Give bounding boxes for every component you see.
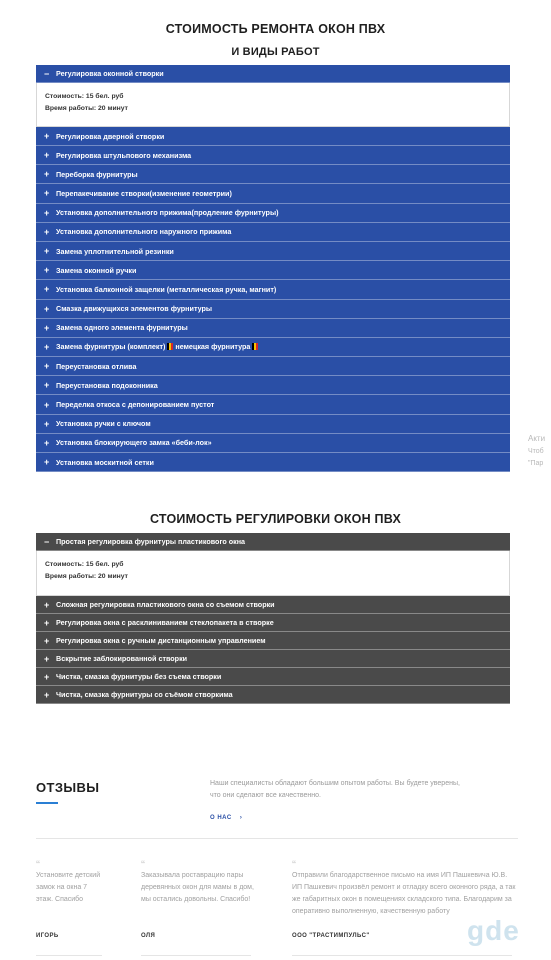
accordion-item-label: Замена уплотнительной резинки bbox=[56, 246, 174, 256]
accordion-item-label: Замена фурнитуры (комплект) bbox=[56, 342, 166, 352]
adjustment-accordion bbox=[36, 533, 510, 704]
plus-icon: + bbox=[44, 418, 50, 429]
review-text: Установите детский замок на окна 7 этаж. Спасибо bbox=[36, 872, 101, 903]
accordion-item-label: Установка балконной защелки (металлическая ручка, магнит) bbox=[56, 284, 277, 294]
reviews-description: Наши специалисты обладают большим опытом работы. Вы будете уверены, что они сделают все качественно. bbox=[210, 780, 460, 799]
review-divider bbox=[36, 955, 102, 956]
plus-icon: + bbox=[44, 265, 50, 276]
watermark-logo: gde bbox=[467, 915, 520, 946]
side-fragment-3: "Пар bbox=[528, 460, 544, 467]
plus-icon: + bbox=[44, 617, 50, 628]
accordion-item[interactable] bbox=[36, 242, 510, 261]
accordion-item[interactable] bbox=[36, 165, 510, 184]
accordion-item[interactable] bbox=[36, 415, 510, 434]
review-author: ООО "ТРАСТИМПУЛЬС" bbox=[292, 933, 370, 939]
accordion-item[interactable] bbox=[36, 127, 510, 146]
plus-icon: + bbox=[44, 284, 50, 295]
plus-icon: + bbox=[44, 380, 50, 391]
repair-accordion bbox=[36, 65, 510, 472]
quote-icon: “ bbox=[141, 858, 145, 872]
reviews-underline bbox=[36, 802, 58, 804]
quote-icon: “ bbox=[36, 858, 40, 872]
accordion-item-label: Установка дополнительного прижима(продление фурнитуры) bbox=[56, 208, 279, 218]
plus-icon: + bbox=[44, 653, 50, 664]
accordion-item[interactable] bbox=[36, 184, 510, 203]
accordion-item-label: Чистка, смазка фурнитуры со съёмом створкима bbox=[56, 690, 233, 699]
plus-icon: + bbox=[44, 689, 50, 700]
plus-icon: + bbox=[44, 341, 50, 352]
plus-icon: + bbox=[44, 399, 50, 410]
about-link[interactable] bbox=[210, 815, 242, 821]
accordion-item-label: Переустановка подоконника bbox=[56, 380, 158, 390]
section2-title: СТОИМОСТЬ РЕГУЛИРОВКИ ОКОН ПВХ bbox=[150, 512, 401, 526]
plus-icon: + bbox=[44, 303, 50, 314]
review-text: Заказывала роставрацию пары деревянных окон для мамы в дом, мы остались довольны. Спасибо! bbox=[141, 872, 254, 903]
minus-icon: − bbox=[44, 536, 50, 547]
plus-icon: + bbox=[44, 635, 50, 646]
plus-icon: + bbox=[44, 457, 50, 468]
plus-icon: + bbox=[44, 150, 50, 161]
minus-icon: − bbox=[44, 68, 50, 79]
plus-icon: + bbox=[44, 671, 50, 682]
side-fragment-1: Акти bbox=[528, 434, 546, 443]
accordion-item[interactable] bbox=[36, 261, 510, 280]
review-divider bbox=[292, 955, 512, 956]
accordion-item[interactable] bbox=[36, 614, 510, 632]
accordion-item-label: Установка дополнительного наружного прижима bbox=[56, 227, 232, 237]
accordion-item-label: Регулировка оконной створки bbox=[56, 69, 164, 78]
accordion-item-label: Регулировка штульпового механизма bbox=[56, 150, 192, 160]
accordion-item-label: Простая регулировка фурнитуры пластикового окна bbox=[56, 537, 246, 546]
about-link-label: О НАС bbox=[210, 815, 232, 821]
accordion-item[interactable] bbox=[36, 686, 510, 704]
plus-icon: + bbox=[44, 207, 50, 218]
accordion-item[interactable] bbox=[36, 453, 510, 472]
belgium-flag-icon bbox=[252, 343, 258, 350]
cost-text: Стоимость: 15 бел. руб bbox=[45, 561, 124, 568]
accordion-item-label: Перепакечивание створки(изменение геометрии) bbox=[56, 188, 232, 198]
review-text: Отправили благодарственное письмо на имя ИП Пашкевича Ю.В. ИП Пашкевич произвёл ремонт и отладку всего оконного ряда, а так же габаритных окон в помещениях складского типа. Благодарим за оперативно выполненную, качественную работу bbox=[292, 872, 516, 915]
side-fragment-2: Чтоб bbox=[528, 448, 544, 455]
accordion-item-label: Регулировка дверной створки bbox=[56, 131, 165, 141]
accordion-item[interactable] bbox=[36, 376, 510, 395]
accordion-item-label: Регулировка окна с расклиниванием стеклопакета в створке bbox=[56, 618, 274, 627]
review-author: ИГОРЬ bbox=[36, 933, 59, 939]
review-card bbox=[36, 858, 106, 939]
section1-title: СТОИМОСТЬ РЕМОНТА ОКОН ПВХ bbox=[165, 22, 386, 36]
accordion-item-open[interactable] bbox=[36, 533, 510, 551]
accordion-item-label: Переустановка отлива bbox=[56, 361, 137, 371]
cost-text: Стоимость: 15 бел. руб bbox=[45, 93, 124, 100]
chevron-right-icon: › bbox=[239, 815, 243, 821]
plus-icon: + bbox=[44, 169, 50, 180]
accordion-item-label: Смазка движущихся элементов фурнитуры bbox=[56, 304, 213, 314]
accordion-item[interactable] bbox=[36, 338, 510, 357]
time-text: Время работы: 20 минут bbox=[45, 105, 128, 112]
plus-icon: + bbox=[44, 246, 50, 257]
accordion-item[interactable] bbox=[36, 204, 510, 223]
review-card bbox=[141, 858, 261, 939]
plus-icon: + bbox=[44, 131, 50, 141]
accordion-item-label: Сложная регулировка пластикового окна со съемом створки bbox=[56, 600, 275, 609]
accordion-item[interactable] bbox=[36, 319, 510, 338]
accordion-item-label: Замена оконной ручки bbox=[56, 265, 137, 275]
accordion-item[interactable] bbox=[36, 395, 510, 414]
review-author: ОЛЯ bbox=[141, 933, 156, 939]
plus-icon: + bbox=[44, 188, 50, 199]
accordion-item-label: Установка блокирующего замка «беби-лок» bbox=[56, 438, 212, 448]
accordion-item-label: Регулировка окна с ручным дистанционным управлением bbox=[56, 636, 266, 645]
plus-icon: + bbox=[44, 361, 50, 372]
plus-icon: + bbox=[44, 599, 50, 610]
accordion-item-label: Установка москитной сетки bbox=[56, 457, 154, 467]
accordion-item[interactable] bbox=[36, 280, 510, 299]
accordion-item-label: Переборка фурнитуры bbox=[56, 169, 138, 179]
quote-icon: “ bbox=[292, 858, 296, 872]
plus-icon: + bbox=[44, 437, 50, 448]
accordion-item[interactable] bbox=[36, 632, 510, 650]
plus-icon: + bbox=[44, 226, 50, 237]
accordion-item-label: Замена одного элемента фурнитуры bbox=[56, 323, 188, 333]
accordion-item-label: Вскрытие заблокированной створки bbox=[56, 654, 188, 663]
accordion-item[interactable] bbox=[36, 300, 510, 319]
accordion-item[interactable] bbox=[36, 357, 510, 376]
accordion-item-label: Чистка, смазка фурнитуры без съема створки bbox=[56, 672, 222, 681]
accordion-item[interactable] bbox=[36, 596, 510, 614]
accordion-panel bbox=[36, 83, 510, 127]
accordion-item[interactable] bbox=[36, 146, 510, 165]
accordion-panel bbox=[36, 551, 510, 596]
reviews-title: ОТЗЫВЫ bbox=[36, 780, 100, 795]
accordion-item[interactable] bbox=[36, 650, 510, 668]
accordion-item[interactable] bbox=[36, 434, 510, 453]
section1-subtitle: И ВИДЫ РАБОТ bbox=[231, 46, 320, 58]
accordion-item-open[interactable] bbox=[36, 65, 510, 83]
accordion-item[interactable] bbox=[36, 223, 510, 242]
accordion-item-label: Установка ручки с ключом bbox=[56, 419, 151, 429]
accordion-item-label: Переделка откоса с депонированием пустот bbox=[56, 400, 215, 410]
time-text: Время работы: 20 минут bbox=[45, 573, 128, 580]
accordion-item[interactable] bbox=[36, 668, 510, 686]
review-divider bbox=[141, 955, 251, 956]
flag-suffix-text: немецкая фурнитура bbox=[175, 342, 251, 352]
divider bbox=[36, 838, 518, 839]
plus-icon: + bbox=[44, 322, 50, 333]
belgium-flag-icon bbox=[167, 343, 173, 350]
